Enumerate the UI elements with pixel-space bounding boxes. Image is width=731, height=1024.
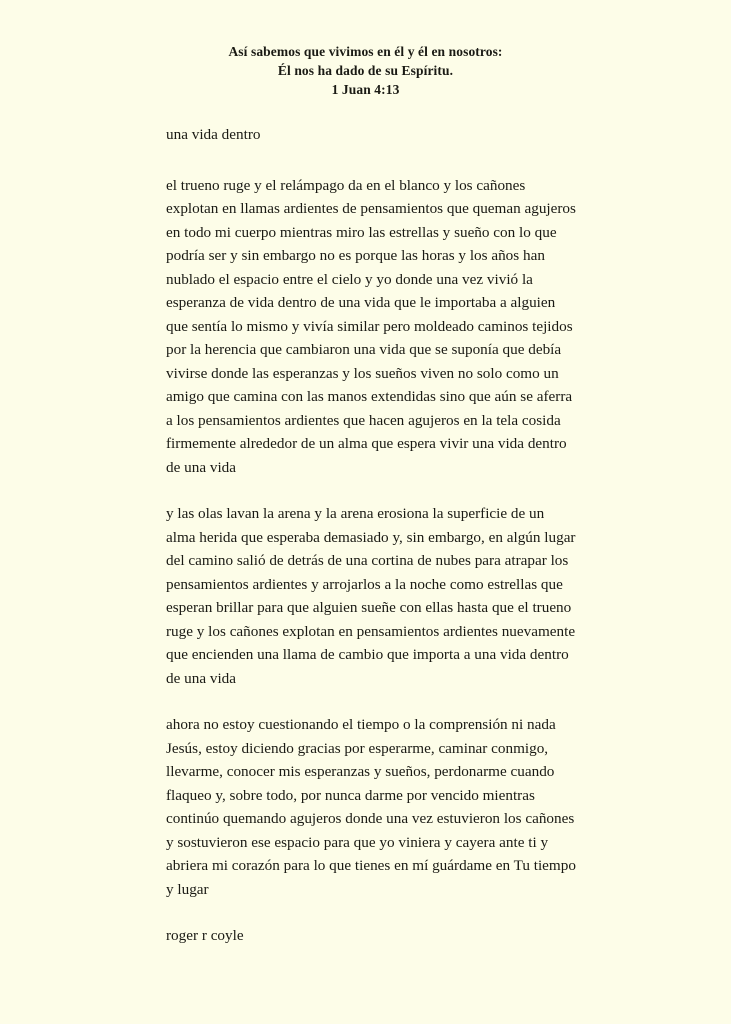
epigraph-line-1: Así sabemos que vivimos en él y él en nosotros:	[228, 44, 503, 59]
poem-stanza-1: el trueno ruge y el relámpago da en el blanco y los cañones explotan en llamas ardientes de pensamientos que queman agujeros en todo mi cuerpo mientras miro las estrellas y sueño con lo que podría ser y sin embargo no es porque las horas y los años han nublado el espacio entre el cielo y yo donde una vez vivió la esperanza de vida dentro de una vida que le importaba a alguien que sentía lo mismo y vivía similar pero moldeado caminos tejidos por la herencia que cambiaron una vida que se suponía que debía vivirse donde las esperanzas y los sueños viven no solo como un amigo que camina con las manos extendidas sino que aún se aferra a los pensamientos ardientes que hacen agujeros en la tela cosida firmemente alrededor de un alma que espera vivir una vida dentro de una vida	[166, 176, 576, 476]
poem-body	[166, 123, 576, 948]
poem-stanza-3: ahora no estoy cuestionando el tiempo o la comprensión ni nada Jesús, estoy diciendo gracias por esperarme, caminar conmigo, llevarme, conocer mis esperanzas y sueños, perdonarme cuando flaqueo y, sobre todo, por nunca darme por vencido mientras continúo quemando agujeros donde una vez estuvieron los cañones y sostuvieron ese espacio para que yo viniera y cayera ante ti y abriera mi corazón para lo que tienes en mí guárdame en Tu tiempo y lugar	[166, 716, 576, 898]
epigraph	[0, 42, 731, 99]
poem-stanza-2: y las olas lavan la arena y la arena erosiona la superficie de un alma herida que esperaba demasiado y, sin embargo, en algún lugar del camino salió de detrás de una cortina de nubes para atrapar los pensamientos ardientes y arrojarlos a la noche como estrellas que esperan brillar para que alguien sueñe con ellas hasta que el trueno ruge y los cañones explotan en pensamientos ardientes nuevamente que encienden una llama de cambio que importa a una vida dentro de una vida	[166, 505, 576, 687]
author-signature: roger r coyle	[166, 927, 244, 944]
epigraph-line-2: Él nos ha dado de su Espíritu.	[277, 63, 454, 78]
poem-title: una vida dentro	[166, 126, 261, 143]
epigraph-citation: 1 Juan 4:13	[331, 82, 400, 97]
